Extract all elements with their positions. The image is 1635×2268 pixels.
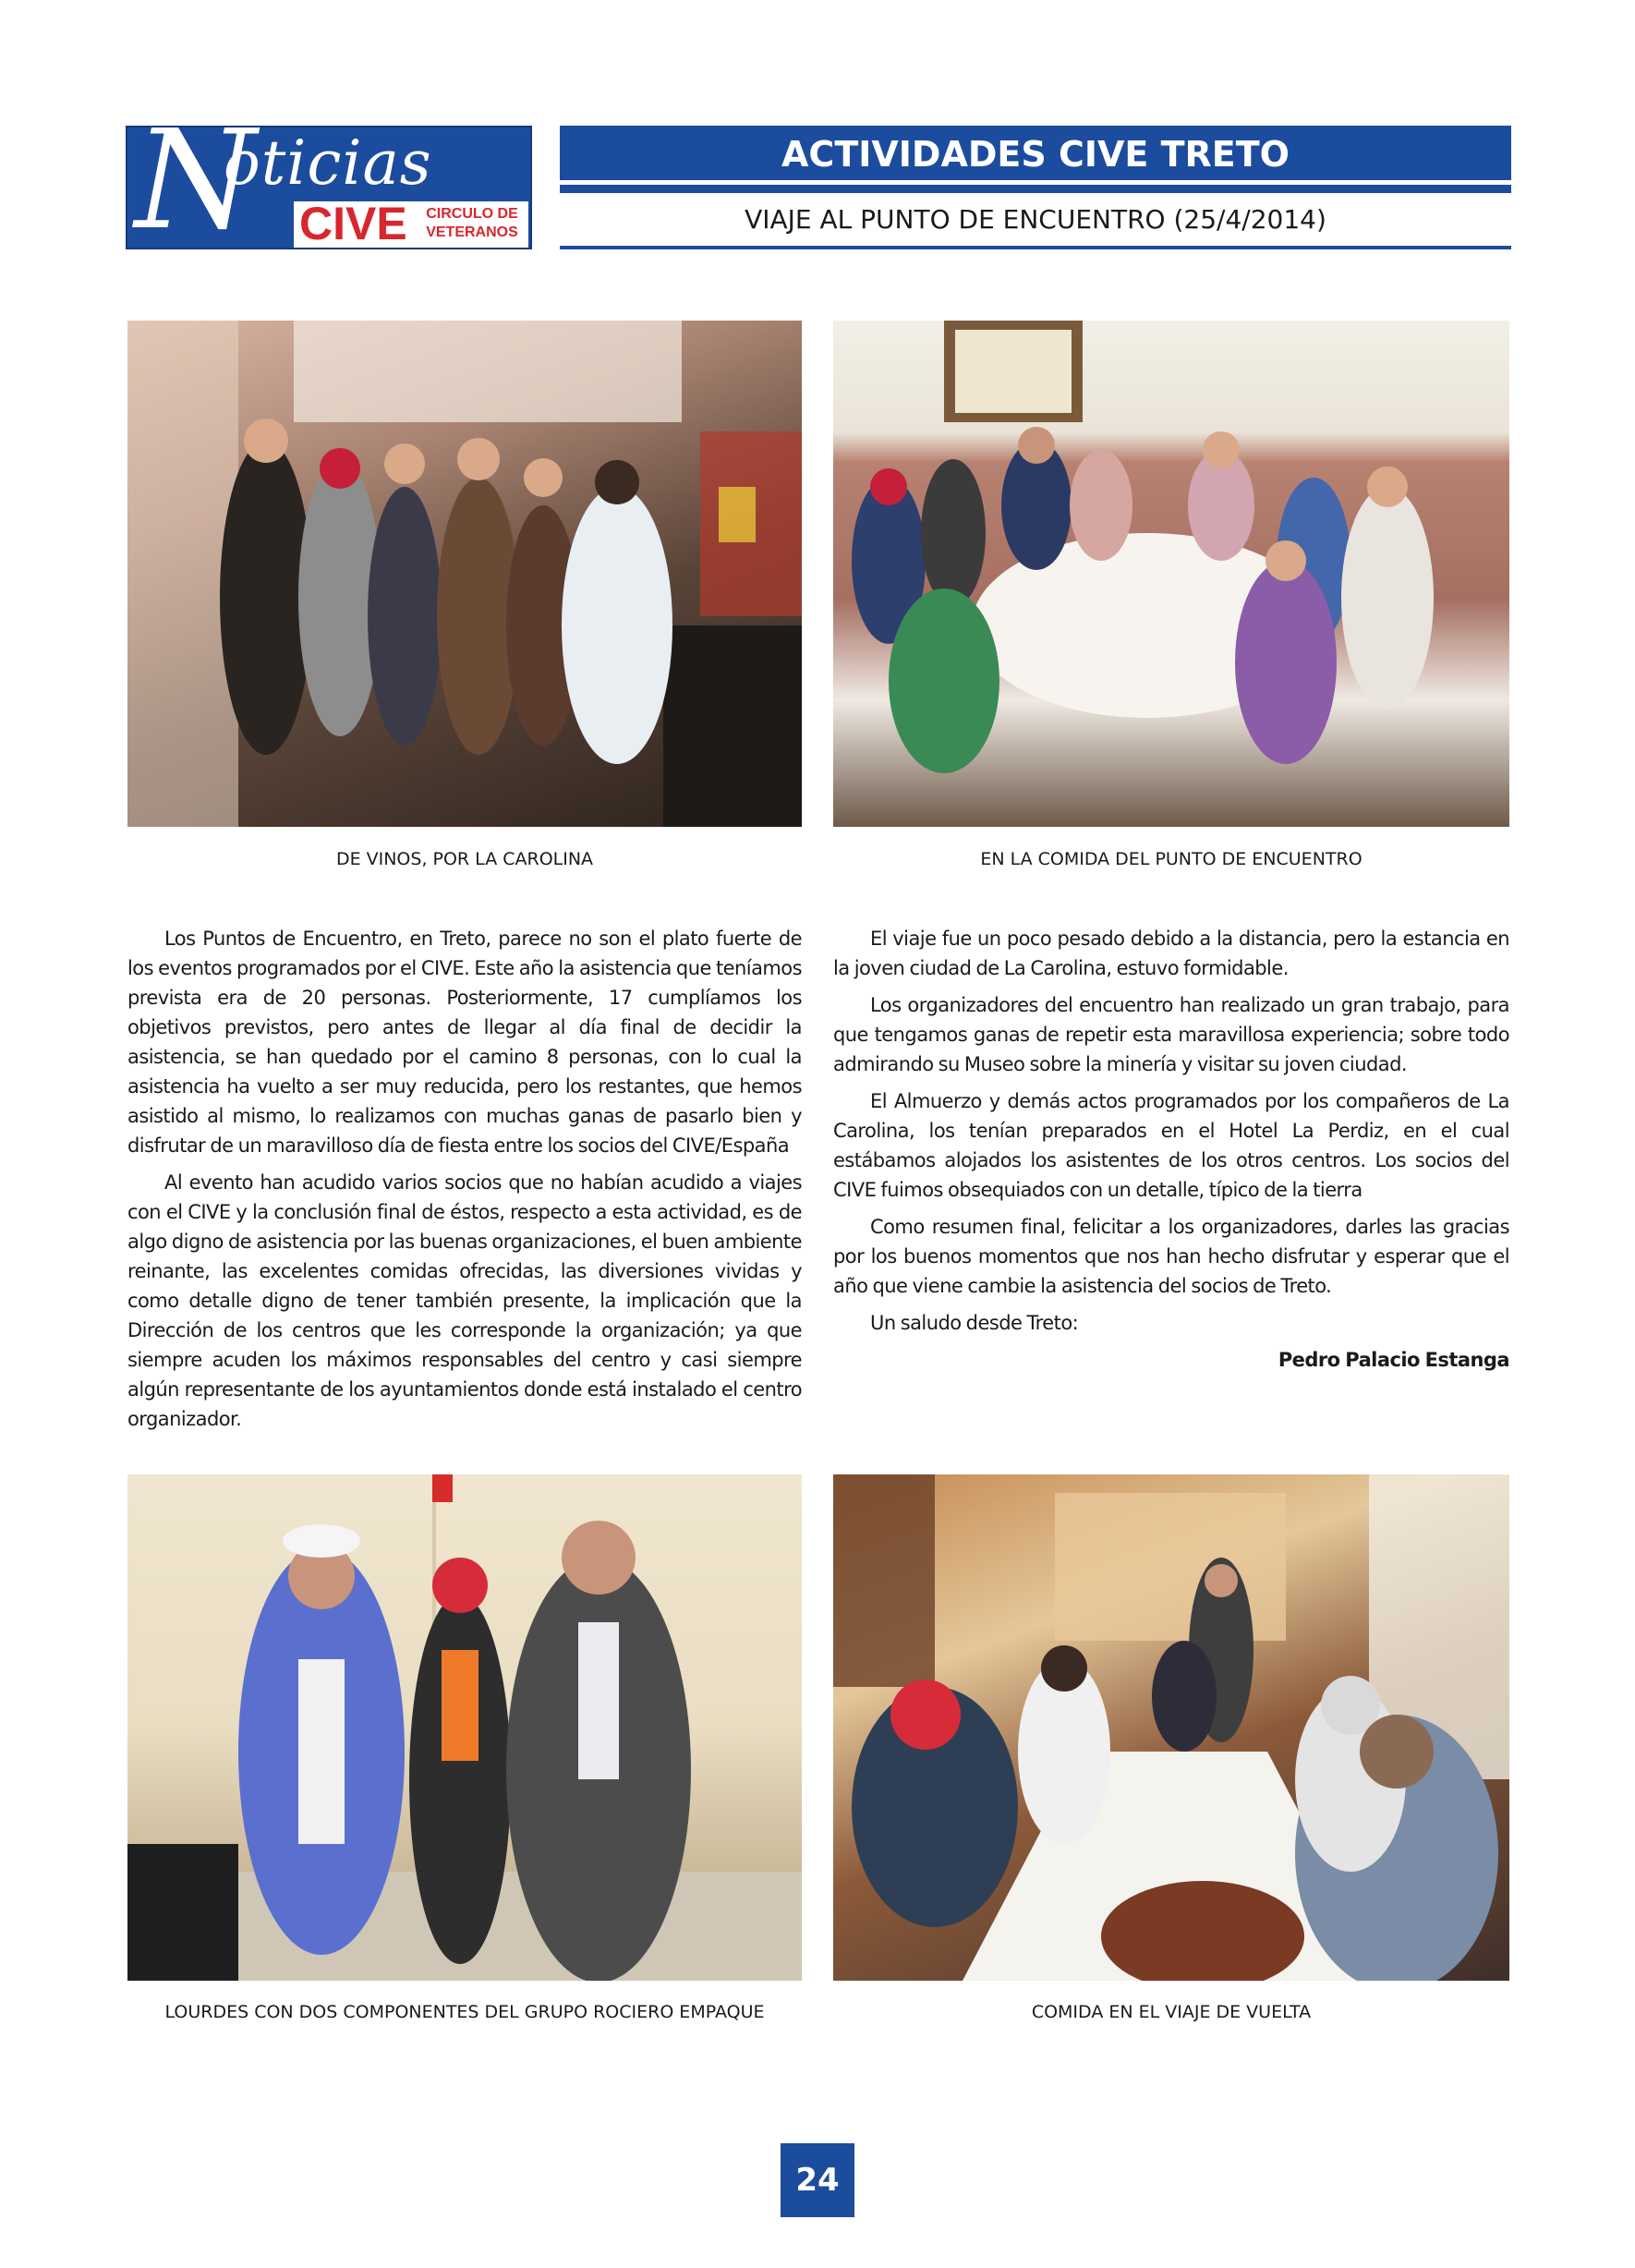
caption-photo-1: DE VINOS, POR LA CAROLINA xyxy=(335,849,594,869)
paragraph: Al evento han acudido varios socios que no habían acudido a viajes con el CIVE y la conclusión final de éstos, respecto a esta actividad, es de algo digno de asistencia por las buenas organizaciones, el buen ambiente reinante, las excelentes comidas ofrecidas, las diversiones vividas y como detalle digno de tener también presente, la implicación que la Dirección de los centros que les corresponde la organización; ya que siempre acuden los máximos responsables del centro y casi siempre algún representante de los ayuntamientos donde está instalado el centro organizador. xyxy=(127,1171,802,1430)
paragraph: El Almuerzo y demás actos programados por los compañeros de La Carolina, los tenían preparados en el Hotel La Perdiz, en el cual estábamos alojados los asistentes de los otros centros. Los socios del CIVE fuimos obsequiados con un detalle, típico de la tierra xyxy=(833,1090,1509,1201)
paragraph: Los organizadores del encuentro han realizado un gran trabajo, para que tengamos ganas de repetir esta maravillosa experiencia; sobre todo admirando su Museo sobre la minería y visitar su joven ciudad. xyxy=(833,994,1509,1075)
page-number: 24 xyxy=(781,2143,854,2217)
paragraph: El viaje fue un poco pesado debido a la distancia, pero la estancia en la joven ciudad de La Carolina, estuvo formidable. xyxy=(833,928,1509,979)
photo-de-vinos xyxy=(127,321,802,827)
photo-comida-viaje-vuelta xyxy=(833,1474,1509,1981)
article-column-right xyxy=(833,924,1509,1382)
header-divider-top xyxy=(560,189,1511,193)
caption-photo-3: LOURDES CON DOS COMPONENTES DEL GRUPO ROCIERO EMPAQUE xyxy=(164,2002,765,2022)
logo-big-letter: N xyxy=(135,126,257,249)
author-signature: Pedro Palacio Estanga xyxy=(1278,1349,1509,1371)
paragraph: Como resumen final, felicitar a los organizadores, darles las gracias por los buenos momentos que nos han hecho disfrutar y esperar que el año que viene cambie la asistencia del socios de Treto. xyxy=(833,1216,1509,1297)
caption-photo-2: EN LA COMIDA DEL PUNTO DE ENCUENTRO xyxy=(980,849,1362,869)
article-subtitle: VIAJE AL PUNTO DE ENCUENTRO (25/4/2014) xyxy=(745,204,1326,235)
logo-brand: CIVE xyxy=(299,198,407,249)
logo-sub-line2: VETERANOS xyxy=(426,224,518,240)
photo-lourdes-grupo-rociero xyxy=(127,1474,802,1981)
paragraph: Los Puntos de Encuentro, en Treto, parece no son el plato fuerte de los eventos programados por el CIVE. Este año la asistencia que teníamos prevista era de 20 personas. Posteriormente, 17 cumplíamos los objetivos previstos, pero antes de llegar al día final de decidir la asistencia, se han quedado por el camino 8 personas, con lo cual la asistencia ha vuelto a ser muy reducida, pero los restantes, que hemos asistido al mismo, lo realizamos con muchas ganas de pasarlo bien y disfrutar de un maravilloso día de fiesta entre los socios del CIVE/España xyxy=(127,928,802,1157)
logo-subtitle xyxy=(418,205,527,242)
logo-sub-line1: CIRCULO DE xyxy=(426,206,518,222)
noticias-cive-logo xyxy=(126,126,532,249)
caption-photo-4: COMIDA EN EL VIAJE DE VUELTA xyxy=(1031,2002,1312,2022)
logo-word: oticias xyxy=(224,127,432,199)
paragraph: Un saludo desde Treto: xyxy=(870,1312,1079,1334)
photo-comida-punto-encuentro xyxy=(833,321,1509,827)
section-header-bar xyxy=(560,126,1511,185)
article-column-left xyxy=(127,924,802,1441)
header-divider-bottom xyxy=(560,246,1511,249)
section-title: ACTIVIDADES CIVE TRETO xyxy=(781,134,1290,175)
